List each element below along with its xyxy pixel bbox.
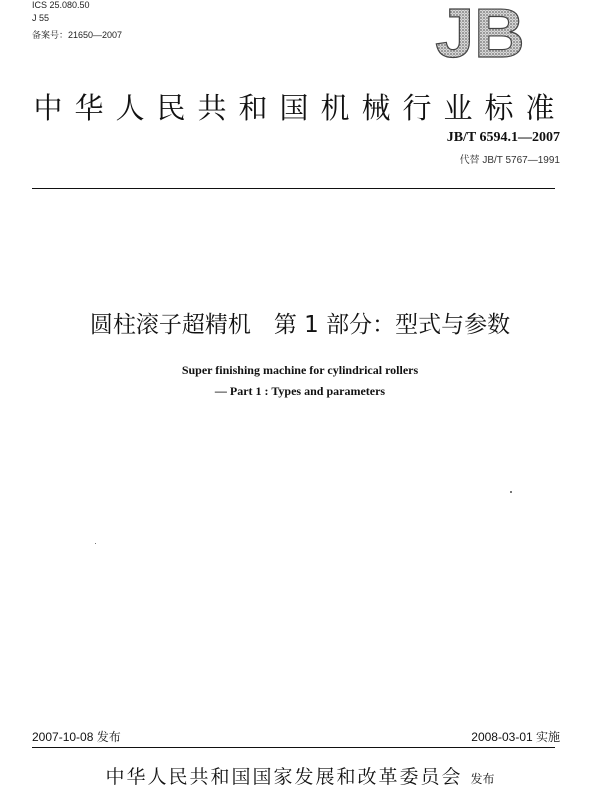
scan-speck [95, 543, 96, 544]
title-chinese: 圆柱滚子超精机 第 1 部分：型式与参数 [89, 312, 511, 338]
header-divider [32, 188, 555, 189]
ics-code: ICS 25.080.50 [32, 0, 90, 10]
publisher-name: 中华人民共和国国家发展和改革委员会 [105, 766, 463, 788]
org-title: 中华人民共和国机械行业标准 [33, 91, 567, 125]
issue-date: 2007-10-08 发布 [32, 730, 121, 744]
record-number: 备案号：21650—2007 [32, 30, 123, 40]
title-english-line2: — Part 1 : Types and parameters [214, 384, 386, 398]
replaces-standard: 代替 JB/T 5767—1991 [459, 155, 560, 166]
title-english-line1: Super finishing machine for cylindrical rollers [181, 363, 419, 377]
scan-speck [510, 491, 512, 493]
footer-divider [32, 747, 555, 748]
publisher [0, 762, 600, 789]
classification-code: J 55 [32, 13, 50, 23]
jb-logo-text: JB [435, 2, 525, 62]
jb-logo [402, 2, 558, 62]
implementation-date: 2008-03-01 实施 [471, 730, 560, 744]
publisher-suffix: 发布 [470, 772, 495, 786]
standard-number: JB/T 6594.1—2007 [446, 130, 560, 145]
